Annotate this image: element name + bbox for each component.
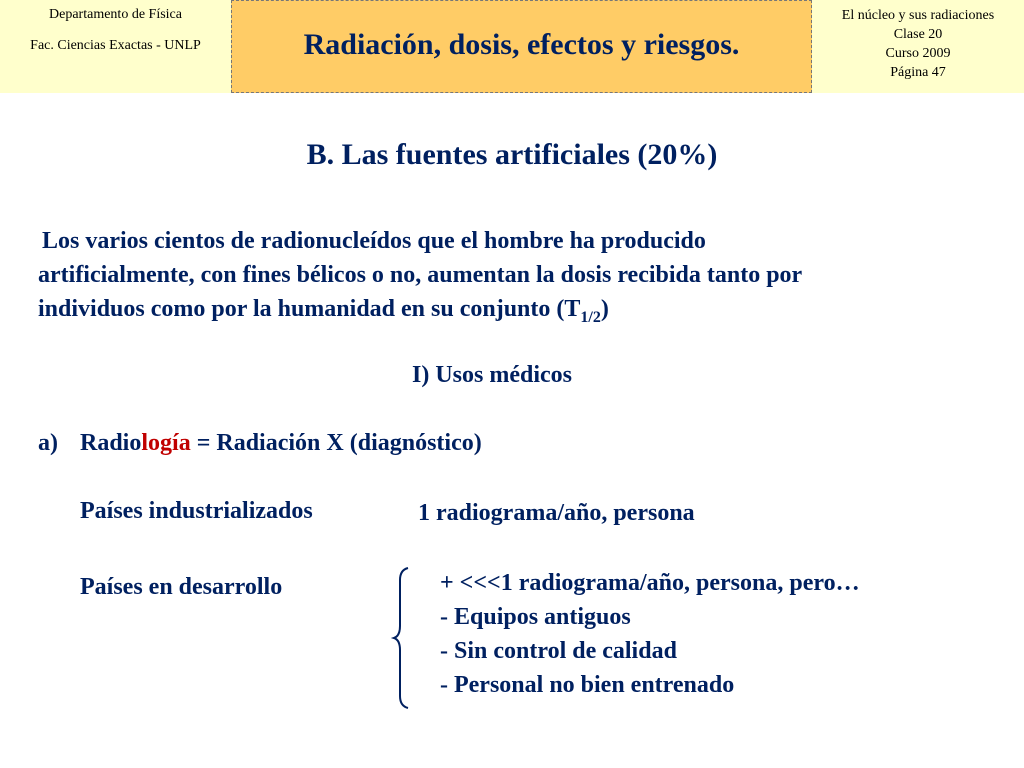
paragraph-line-1: Los varios cientos de radionucleídos que el hombre ha producido [42, 228, 706, 254]
slide-title: Radiación, dosis, efectos y riesgos. [303, 27, 740, 61]
industrialized-countries-value: 1 radiograma/año, persona [418, 500, 695, 526]
developing-countries-label: Países en desarrollo [80, 574, 283, 600]
developing-line-2: - Equipos antiguos [440, 604, 631, 630]
header-left-panel [0, 0, 231, 93]
header-right-panel [812, 0, 1024, 93]
department-label: Departamento de Física [49, 7, 182, 22]
developing-line-4: - Personal no bien entrenado [440, 672, 735, 698]
developing-line-3: - Sin control de calidad [440, 638, 677, 664]
paragraph-line-2: artificialmente, con fines bélicos o no, aumentan la dosis recibida tanto por [38, 262, 803, 288]
intro-paragraph [38, 224, 998, 335]
radiology-item: Radiología = Radiación X (diagnóstico) [80, 430, 482, 456]
class-label: Clase 20 [893, 26, 943, 42]
industrialized-countries-label: Países industrializados [80, 498, 313, 524]
developing-line-1: + <<<1 radiograma/año, persona, pero… [440, 570, 860, 596]
faculty-label: Fac. Ciencias Exactas - UNLP [30, 38, 201, 53]
left-brace-icon [390, 566, 410, 710]
medical-uses-heading: I) Usos médicos [412, 362, 572, 388]
year-label: Curso 2009 [885, 45, 951, 61]
slide-title-box [231, 0, 812, 93]
page-number: Página 47 [890, 64, 946, 80]
course-label: El núcleo y sus radiaciones [841, 8, 995, 23]
radiology-highlight: logía [141, 430, 191, 456]
paragraph-line-3: individuos como por la humanidad en su conjunto $(T_{1/2})$ [38, 296, 609, 326]
section-title: B. Las fuentes artificiales (20%) [306, 138, 718, 171]
half-life-subscript: 1/2 [580, 309, 601, 326]
item-a-label: a) [38, 430, 58, 456]
